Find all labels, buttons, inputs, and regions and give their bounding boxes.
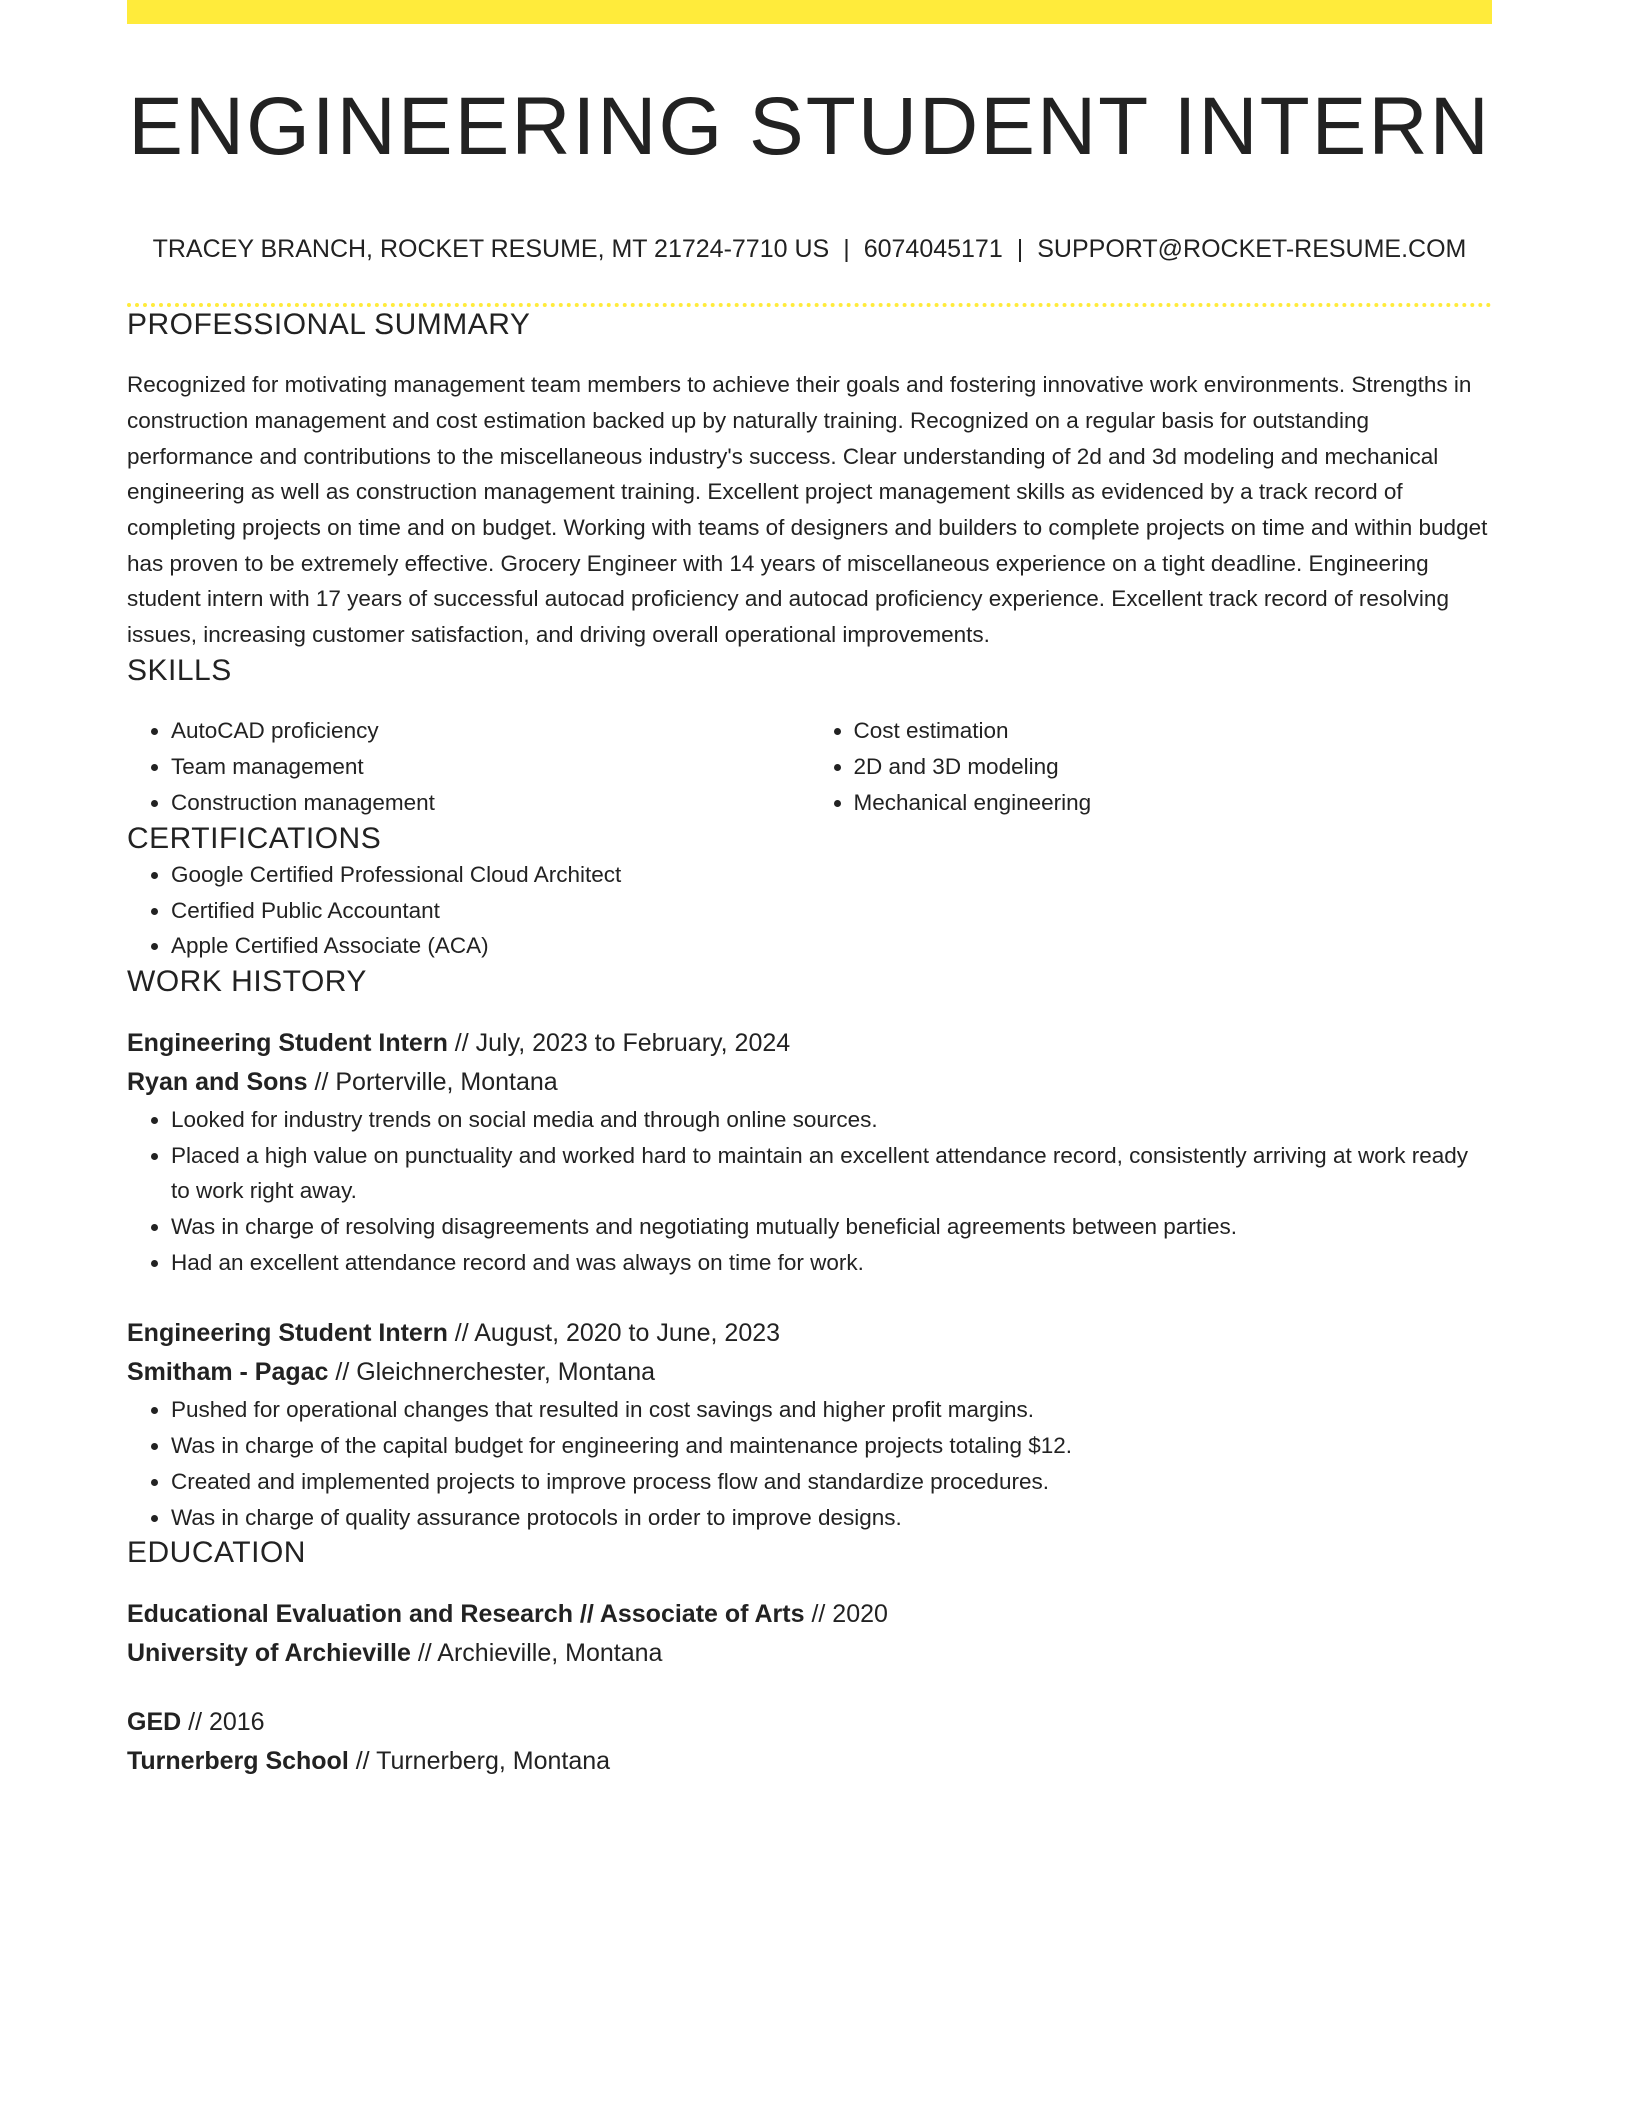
education-school-line bbox=[127, 1634, 1492, 1673]
education-degree-line bbox=[127, 1595, 1492, 1634]
certifications-list bbox=[127, 857, 1492, 964]
education-school: University of Archieville bbox=[127, 1639, 411, 1668]
job-role: Engineering Student Intern bbox=[127, 1319, 448, 1348]
education-school-line bbox=[127, 1742, 1492, 1781]
job-company: Smitham - Pagac bbox=[127, 1358, 329, 1387]
resume-page bbox=[127, 0, 1492, 1781]
job-bullets bbox=[127, 1102, 1492, 1281]
education-heading: EDUCATION bbox=[127, 1536, 306, 1570]
certification-item: • Google Certified Professional Cloud Architect bbox=[171, 857, 1492, 893]
work-history-heading: WORK HISTORY bbox=[127, 964, 367, 998]
job-dates: // August, 2020 to June, 2023 bbox=[447, 1319, 781, 1348]
job-location: // Gleichnerchester, Montana bbox=[328, 1358, 656, 1387]
certifications-heading: CERTIFICATIONS bbox=[127, 821, 382, 855]
contact-separator: | bbox=[1016, 235, 1024, 264]
skill-item: • 2D and 3D modeling bbox=[854, 749, 1493, 785]
job-entry bbox=[127, 1314, 1492, 1535]
education-degree: Educational Evaluation and Research // Associate of Arts bbox=[127, 1600, 805, 1629]
education-year: // 2020 bbox=[804, 1600, 888, 1629]
education-school: Turnerberg School bbox=[127, 1747, 349, 1776]
job-company-line bbox=[127, 1063, 1492, 1102]
job-entry bbox=[127, 1024, 1492, 1281]
job-company: Ryan and Sons bbox=[127, 1067, 308, 1096]
skills-column-right bbox=[810, 713, 1493, 821]
education-year: // 2016 bbox=[181, 1708, 265, 1737]
education-degree-line bbox=[127, 1703, 1492, 1742]
skills-list bbox=[127, 713, 1492, 821]
job-bullet: • Looked for industry trends on social media and through online sources. bbox=[171, 1102, 1492, 1138]
education-location: // Turnerberg, Montana bbox=[348, 1747, 611, 1776]
certification-item: • Certified Public Accountant bbox=[171, 893, 1492, 929]
job-bullet: • Was in charge of resolving disagreements and negotiating mutually beneficial agreements between parties. bbox=[171, 1209, 1492, 1245]
contact-phone: 6074045171 bbox=[863, 235, 1003, 264]
summary-text: Recognized for motivating management team members to achieve their goals and fostering innovative work environments. Strengths in construction management and cost estimation backed up by naturally training. Recognized on a regular basis for outstanding performance and contributions to the miscellaneous industry's success. Clear understanding of 2d and 3d modeling and mechanical engineering as well as construction management training. Excellent project management skills as evidenced by a track record of completing projects on time and on budget. Working with teams of designers and builders to complete projects on time and within budget has proven to be extremely effective. Grocery Engineer with 14 years of miscellaneous experience on a tight deadline. Engineering student intern with 17 years of successful autocad proficiency and autocad proficiency experience. Excellent track record of resolving issues, increasing customer satisfaction, and driving overall operational improvements. bbox=[127, 372, 1488, 648]
job-bullet: • Was in charge of quality assurance protocols in order to improve designs. bbox=[171, 1500, 1492, 1536]
top-accent-bar bbox=[127, 0, 1492, 24]
contact-line bbox=[127, 234, 1492, 264]
education-entry bbox=[127, 1703, 1492, 1781]
job-location: // Porterville, Montana bbox=[307, 1067, 558, 1096]
certification-item: • Apple Certified Associate (ACA) bbox=[171, 928, 1492, 964]
skills-heading: SKILLS bbox=[127, 653, 232, 687]
education-degree: GED bbox=[127, 1708, 182, 1737]
job-role: Engineering Student Intern bbox=[127, 1028, 448, 1057]
skills-column-left bbox=[127, 713, 810, 821]
job-title-line bbox=[127, 1314, 1492, 1353]
job-bullet: • Was in charge of the capital budget for engineering and maintenance projects totaling $12. bbox=[171, 1428, 1492, 1464]
education-entry bbox=[127, 1595, 1492, 1673]
education-location: // Archieville, Montana bbox=[410, 1639, 663, 1668]
job-bullet: • Created and implemented projects to improve process flow and standardize procedures. bbox=[171, 1464, 1492, 1500]
skill-item: • Mechanical engineering bbox=[854, 785, 1493, 821]
job-bullet: • Had an excellent attendance record and was always on time for work. bbox=[171, 1245, 1492, 1281]
skill-item: • Construction management bbox=[171, 785, 810, 821]
contact-separator: | bbox=[843, 235, 850, 264]
contact-email: SUPPORT@ROCKET-RESUME.COM bbox=[1037, 235, 1467, 264]
skill-item: • AutoCAD proficiency bbox=[171, 713, 810, 749]
job-bullet: • Placed a high value on punctuality and worked hard to maintain an excellent attendance record, consistently arriving at work ready to work right away. bbox=[171, 1138, 1492, 1209]
job-company-line bbox=[127, 1353, 1492, 1392]
skill-item: • Cost estimation bbox=[854, 713, 1493, 749]
job-title-line bbox=[127, 1024, 1492, 1063]
job-dates: // July, 2023 to February, 2024 bbox=[447, 1028, 791, 1057]
skill-item: • Team management bbox=[171, 749, 810, 785]
summary-heading: PROFESSIONAL SUMMARY bbox=[127, 308, 531, 342]
resume-title: ENGINEERING STUDENT INTERN bbox=[128, 81, 1491, 172]
job-bullet: • Pushed for operational changes that resulted in cost savings and higher profit margins. bbox=[171, 1392, 1492, 1428]
contact-address: TRACEY BRANCH, ROCKET RESUME, MT 21724-7710 US bbox=[152, 235, 830, 264]
job-bullets bbox=[127, 1392, 1492, 1535]
